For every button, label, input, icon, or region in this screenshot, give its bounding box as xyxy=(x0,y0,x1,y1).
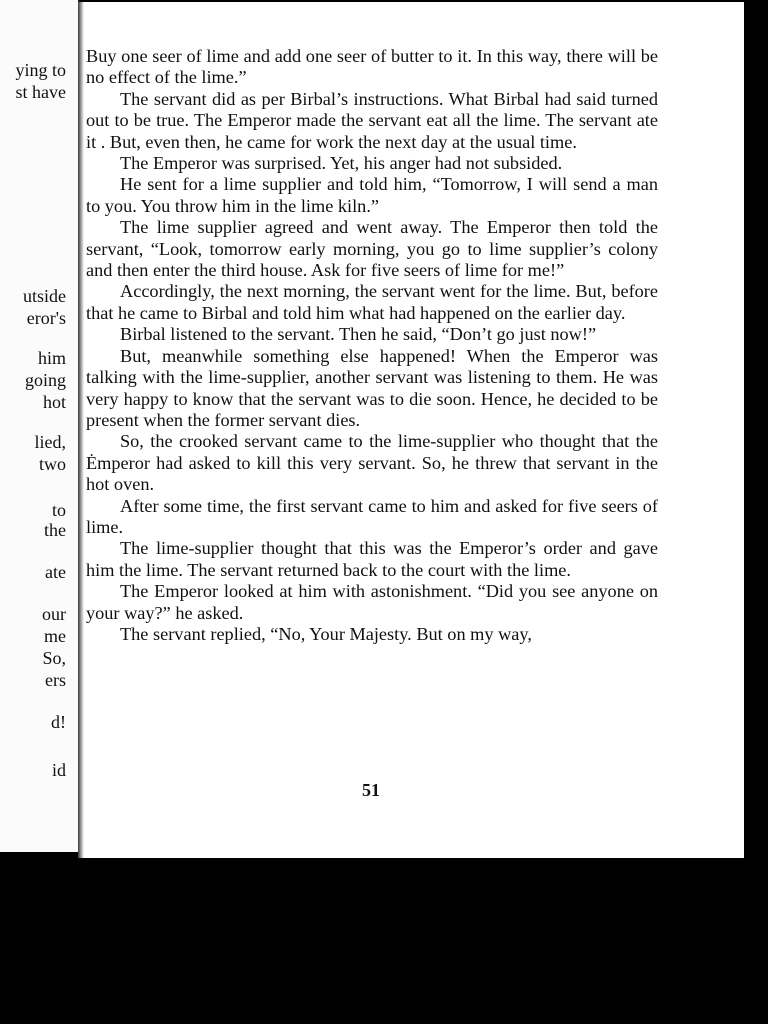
paragraph: The servant replied, “No, Your Majesty. But on my way, xyxy=(120,623,532,644)
facing-page-fragment: him xyxy=(37,348,66,368)
facing-page-fragment: So, xyxy=(42,648,66,668)
paragraph: Birbal listened to the servant. Then he said, “Don’t go just now!” xyxy=(120,324,597,345)
facing-page-fragment: utside xyxy=(23,286,66,306)
facing-page-edge xyxy=(0,0,80,852)
facing-page-fragment: to xyxy=(51,500,66,520)
facing-page-fragment: two xyxy=(39,454,66,474)
paragraph: After some time, the first servant came to him and asked for five seers of lime. xyxy=(86,495,658,537)
facing-page-fragment: id xyxy=(51,760,66,780)
facing-page-fragment: lied, xyxy=(34,432,66,452)
paragraph: Accordingly, the next morning, the servant went for the lime. But, before that he came to Birbal and told him what had happened on the earlier day. xyxy=(86,281,658,323)
book-page xyxy=(78,2,744,858)
facing-page-fragment: our xyxy=(42,604,66,624)
facing-page-fragment: st have xyxy=(15,82,66,102)
facing-page-fragment: eror's xyxy=(26,308,66,328)
facing-page-fragment: going xyxy=(24,370,66,390)
facing-page-fragment: hot xyxy=(42,392,66,412)
paragraph: So, the crooked servant came to the lime-supplier who thought that the Ėmperor had asked to kill this very servant. So, he threw that servant in the hot oven. xyxy=(86,431,658,495)
paragraph: Buy one seer of lime and add one seer of butter to it. In this way, there will be no effect of the lime.” xyxy=(86,46,658,88)
facing-page-fragment: ers xyxy=(45,670,66,690)
facing-page-fragment: ying to xyxy=(15,60,66,80)
paragraph: But, meanwhile something else happened! When the Emperor was talking with the lime-supplier, another servant was listening to them. He was very happy to know that the servant was to die soon. Hence, he decided to be present when the former servant dies. xyxy=(86,345,658,430)
facing-page-fragment: ate xyxy=(45,562,66,582)
paragraph: The Emperor looked at him with astonishment. “Did you see anyone on your way?” he asked. xyxy=(86,581,658,623)
page-text xyxy=(86,46,658,645)
facing-page-fragment: d! xyxy=(51,712,66,732)
paragraph: He sent for a lime supplier and told him, “Tomorrow, I will send a man to you. You throw him in the lime kiln.” xyxy=(86,174,658,216)
paragraph: The lime-supplier thought that this was the Emperor’s order and gave him the lime. The servant returned back to the court with the lime. xyxy=(86,538,658,580)
paragraph: The lime supplier agreed and went away. The Emperor then told the servant, “Look, tomorrow early morning, you go to lime supplier’s colony and then enter the third house. Ask for five seers of lime for me!” xyxy=(86,217,658,281)
paragraph: The servant did as per Birbal’s instructions. What Birbal had said turned out to be true. The Emperor made the servant eat all the lime. The servant ate it . But, even then, he came for work the next day at the usual time. xyxy=(86,88,658,152)
paragraph: The Emperor was surprised. Yet, his anger had not subsided. xyxy=(120,153,563,174)
facing-page-fragment: the xyxy=(44,520,66,540)
page-number: 51 xyxy=(362,780,380,800)
facing-page-fragment: me xyxy=(44,626,66,646)
